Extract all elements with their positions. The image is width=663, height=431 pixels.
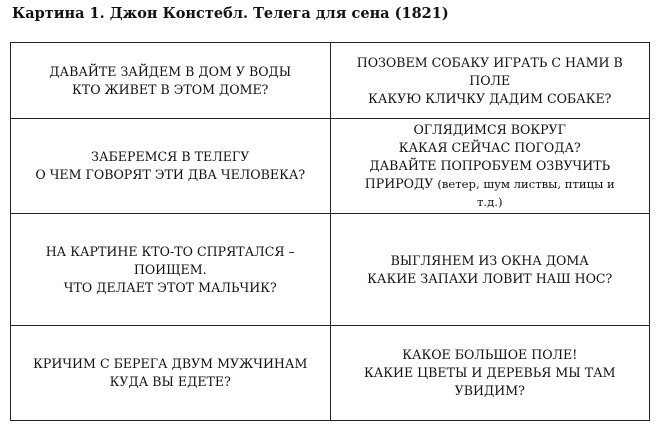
activity-grid bbox=[10, 42, 650, 421]
cell-line: ПОЗОВЕМ СОБАКУ ИГРАТЬ С НАМИ В bbox=[356, 54, 623, 70]
cell-line: НА КАРТИНЕ КТО-ТО СПРЯТАЛСЯ – bbox=[45, 243, 295, 259]
cell-line: ДАВАЙТЕ ЗАЙДЕМ В ДОМ У ВОДЫ bbox=[49, 63, 292, 79]
cell-line bbox=[339, 175, 642, 193]
cell-line: КАКИЕ ЦВЕТЫ И ДЕРЕВЬЯ МЫ ТАМ bbox=[363, 365, 616, 380]
cell-cart bbox=[11, 119, 331, 214]
table-row bbox=[11, 326, 650, 421]
cell-line: КАКУЮ КЛИЧКУ ДАДИМ СОБАКЕ? bbox=[368, 90, 612, 106]
cell-weather bbox=[330, 119, 650, 214]
cell-line: КАКОЕ БОЛЬШОЕ ПОЛЕ! bbox=[402, 347, 578, 362]
cell-window bbox=[330, 214, 650, 326]
table-row bbox=[11, 214, 650, 326]
cell-line: ДАВАЙТЕ ПОПРОБУЕМ ОЗВУЧИТЬ bbox=[369, 158, 611, 173]
table-row bbox=[11, 43, 650, 119]
cell-line: ЗАБЕРЕМСЯ В ТЕЛЕГУ bbox=[91, 149, 250, 164]
cell-line: КУДА ВЫ ЕДЕТЕ? bbox=[109, 374, 231, 389]
cell-dog bbox=[330, 43, 650, 119]
cell-line: КАКИЕ ЗАПАХИ ЛОВИТ НАШ НОС? bbox=[367, 270, 613, 286]
cell-line: КТО ЖИВЕТ В ЭТОМ ДОМЕ? bbox=[72, 81, 269, 97]
cell-field bbox=[330, 326, 650, 421]
cell-line: ПОЛЕ bbox=[469, 72, 511, 88]
table-row bbox=[11, 119, 650, 214]
cell-hidden-boy bbox=[11, 214, 331, 326]
cell-line: О ЧЕМ ГОВОРЯТ ЭТИ ДВА ЧЕЛОВЕКА? bbox=[35, 167, 306, 182]
cell-text: ПРИРОДУ bbox=[364, 176, 438, 191]
cell-line: КРИЧИМ С БЕРЕГА ДВУМ МУЖЧИНАМ bbox=[33, 356, 308, 371]
cell-line: УВИДИМ? bbox=[454, 383, 525, 398]
cell-note: (ветер, шум листвы, птицы и bbox=[437, 177, 615, 191]
cell-house bbox=[11, 43, 331, 119]
cell-line: ЧТО ДЕЛАЕТ ЭТОТ МАЛЬЧИК? bbox=[63, 279, 277, 295]
cell-line: ОГЛЯДИМСЯ ВОКРУГ bbox=[413, 122, 566, 137]
cell-line: ПОИЩЕМ. bbox=[133, 261, 207, 277]
cell-note-tail: т.д.) bbox=[477, 195, 503, 209]
cell-shore bbox=[11, 326, 331, 421]
cell-line: ВЫГЛЯНЕМ ИЗ ОКНА ДОМА bbox=[390, 252, 589, 268]
cell-line: КАКАЯ СЕЙЧАС ПОГОДА? bbox=[398, 140, 581, 155]
page-title: Картина 1. Джон Констебл. Телега для сена (1821) bbox=[12, 5, 449, 22]
